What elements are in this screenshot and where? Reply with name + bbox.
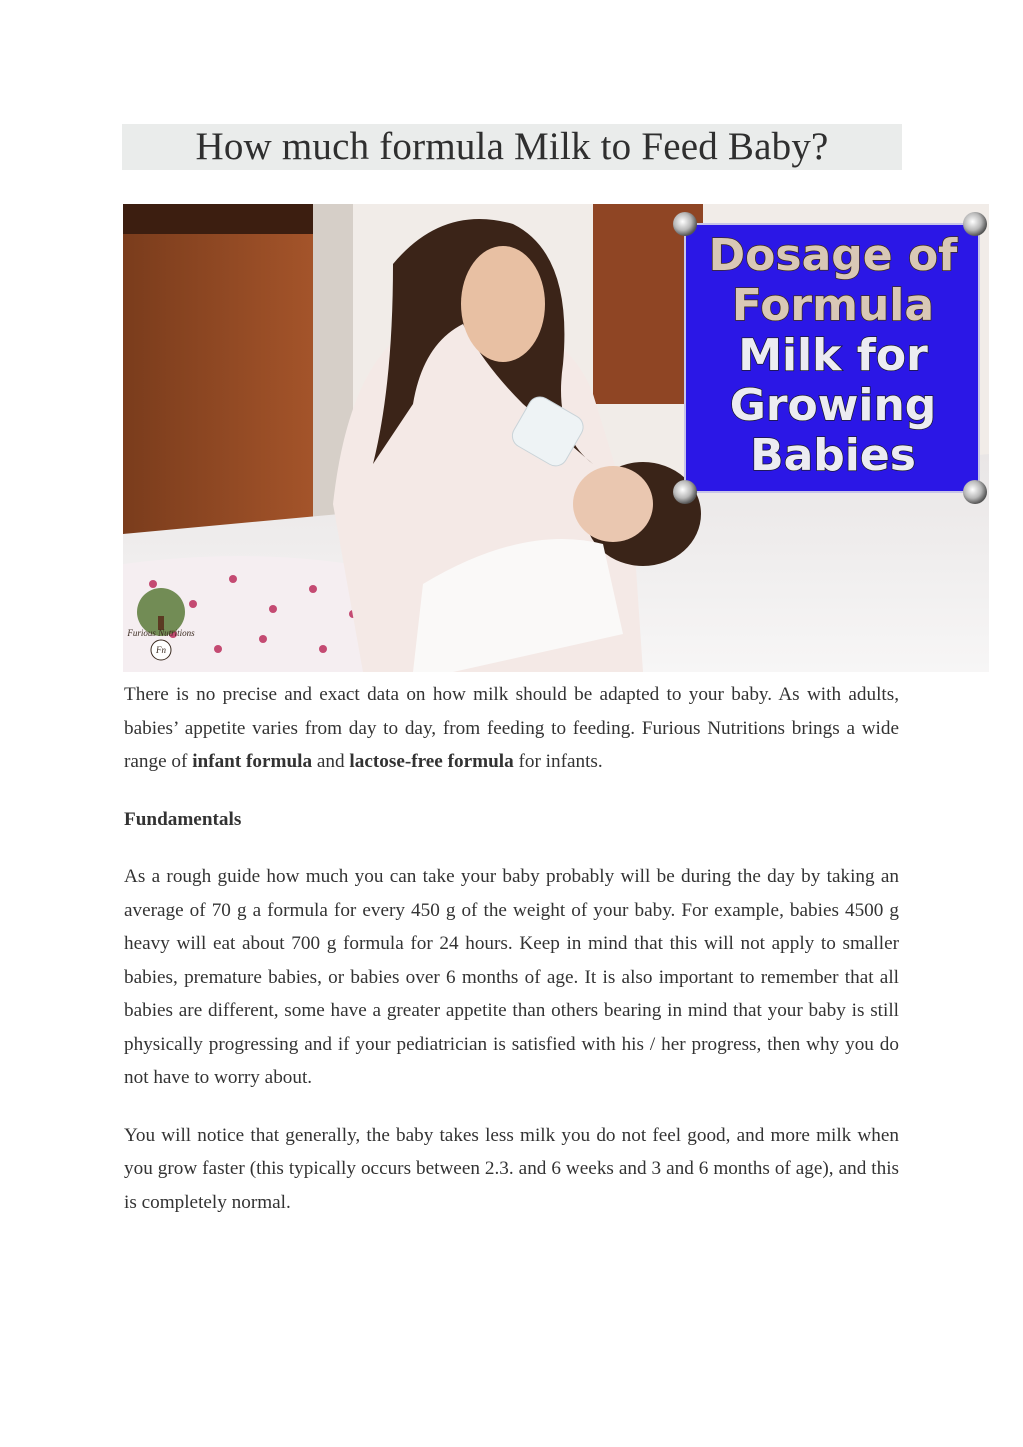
svg-text:Furious Nutritions: Furious Nutritions (127, 628, 195, 638)
growth-paragraph: You will notice that generally, the baby takes less milk you do not feel good, and more milk when you grow faster (this typically occurs between 2.3. and 6 weeks and 3 and 6 months of age), and this is completely normal. (124, 1124, 899, 1213)
bolt-icon (673, 212, 697, 236)
intro-paragraph: There is no precise and exact data on how milk should be adapted to your baby. As with adults, babies’ appetite varies from day to day, from feeding to feeding. Furious Nutritions brings a wide range of infant formula and lactose-free formula for infants. (124, 684, 899, 772)
banner-line-1: Dosage of (708, 230, 958, 281)
infant-formula-link[interactable]: infant formula (192, 751, 313, 772)
hero-illustration (123, 204, 989, 672)
title-bar (122, 124, 902, 170)
wooden-panel (123, 204, 313, 534)
page-title: How much formula Milk to Feed Baby? (195, 125, 829, 168)
mother-face (461, 246, 545, 362)
banner-line-5: Babies (750, 430, 916, 481)
banner-line-4: Growing (729, 380, 937, 431)
hero-image (123, 204, 989, 672)
lactose-free-formula-link[interactable]: lactose-free formula (349, 751, 514, 772)
bolt-icon (963, 212, 987, 236)
svg-text:Fn: Fn (156, 645, 166, 655)
bolt-icon (673, 480, 697, 504)
banner-line-2: Formula (731, 280, 935, 331)
banner-line-3: Milk for (738, 330, 928, 381)
bolt-icon (963, 480, 987, 504)
baby-face (573, 466, 653, 542)
guide-paragraph: As a rough guide how much you can take your baby probably will be during the day by taking an average of 70 g a formula for every 450 g of the weight of your baby. For example, babies 4500 g heavy will eat about 700 g formula for 24 hours. Keep in mind that this will not apply to smaller babies, premature babies, or babies over 6 months of age. It is also important to remember that all babies are different, some have a greater appetite than others bearing in mind that your baby is still physically progressing and if your pediatrician is satisfied with his / her progress, then why you do not have to worry about. (124, 866, 899, 1088)
section-heading: Fundamentals (124, 808, 242, 830)
article-body (124, 678, 899, 1219)
